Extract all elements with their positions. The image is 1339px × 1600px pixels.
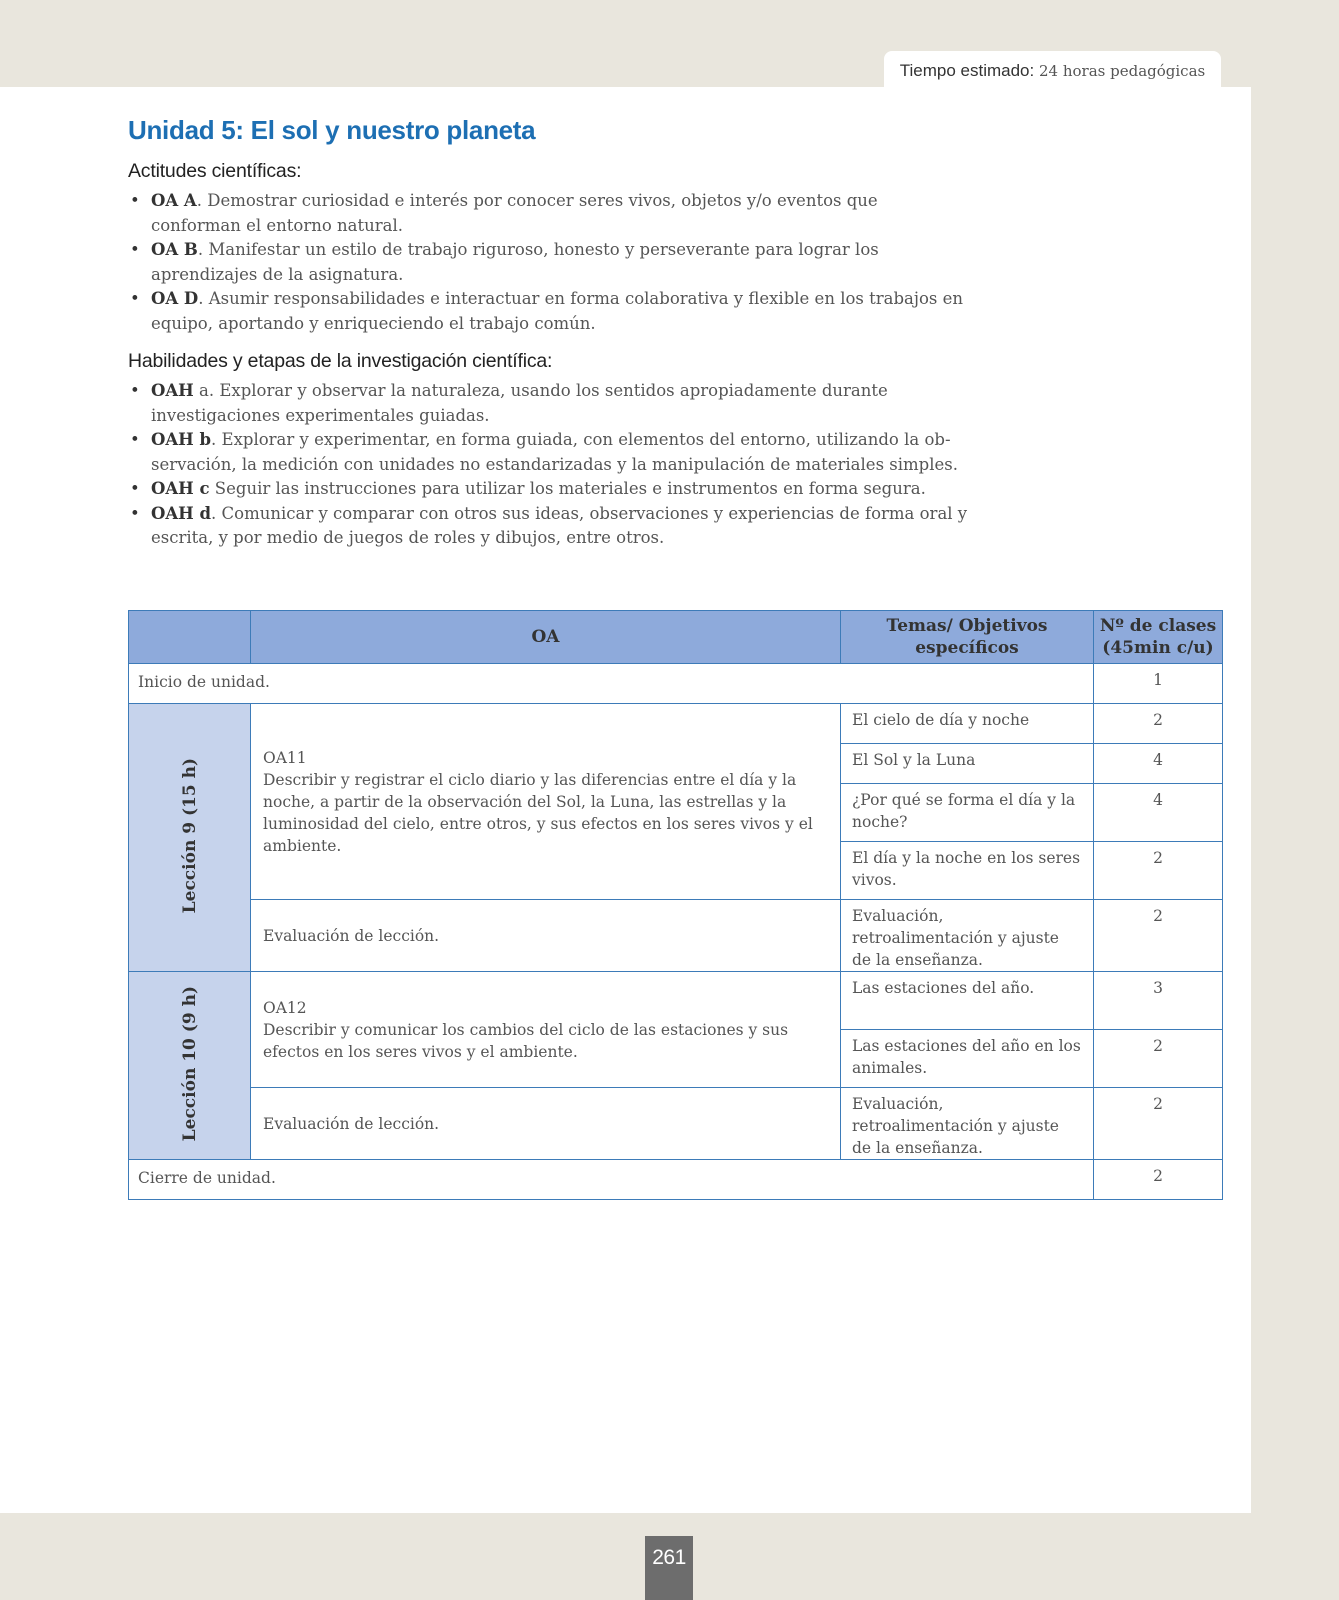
oa11-cell — [251, 704, 841, 900]
lesson-9-evaluation: Evaluación de lección. — [251, 900, 841, 972]
item-text: . Demostrar curiosidad e interés por conocer seres vivos, objetos y/o eventos que conforman el entorno natural. — [151, 191, 878, 235]
header-oa: OA — [251, 611, 841, 664]
list-item — [128, 379, 968, 428]
planning-table — [128, 610, 1223, 1200]
item-text: . Manifestar un estilo de trabajo riguroso, honesto y perseverante para lograr los aprendizajes de la asignatura. — [151, 240, 879, 284]
page-number: 261 — [645, 1536, 693, 1600]
classes-cell: 2 — [1094, 1088, 1223, 1160]
oa12-text: Describir y comunicar los cambios del ciclo de las estaciones y sus efectos en los seres vivos y el ambiente. — [263, 1020, 789, 1061]
table-row — [129, 900, 1223, 972]
end-classes: 2 — [1094, 1160, 1223, 1200]
item-text: . Explorar y experimentar, en forma guiada, con elementos del entorno, utilizando la observación, la medición con unidades no estandarizadas y la manipulación de materiales simples. — [151, 430, 958, 474]
table-row-start — [129, 664, 1223, 704]
topic-cell: ¿Por qué se forma el día y la noche? — [841, 784, 1094, 842]
topic-cell: Evaluación, retroalimentación y ajuste de la enseñanza. — [841, 900, 1094, 972]
unit-title: Unidad 5: El sol y nuestro planeta — [128, 115, 536, 145]
list-item — [128, 189, 968, 238]
classes-cell: 2 — [1094, 842, 1223, 900]
list-item — [128, 502, 968, 551]
item-text: . Asumir responsabilidades e interactuar en forma colaborativa y flexible en los trabajos en equipo, aportando y enriqueciendo el trabajo común. — [151, 289, 964, 333]
item-text: Seguir las instrucciones para utilizar los materiales e instrumentos en forma segura. — [209, 479, 926, 498]
list-item — [128, 238, 968, 287]
list-item — [128, 287, 968, 336]
unit-content — [128, 115, 968, 565]
estimated-time-value: 24 horas pedagógicas — [1034, 62, 1206, 80]
item-code: OA D — [151, 289, 199, 308]
header-blank — [129, 611, 251, 664]
attitudes-heading: Actitudes científicas: — [128, 160, 302, 182]
item-code: OAH c — [151, 479, 210, 498]
lesson-9-label: Lección 9 (15 h) — [179, 757, 200, 914]
topic-cell: Las estaciones del año en los animales. — [841, 1030, 1094, 1088]
list-item — [128, 477, 968, 502]
item-code: OA A — [151, 191, 197, 210]
item-text: a. Explorar y observar la naturaleza, usando los sentidos apropiadamente durante investigaciones experimentales guiadas. — [151, 381, 888, 425]
table-header-row — [129, 611, 1223, 664]
classes-cell: 2 — [1094, 1030, 1223, 1088]
header-topics: Temas/ Objetivos específicos — [841, 611, 1094, 664]
classes-cell: 2 — [1094, 704, 1223, 744]
list-item — [128, 428, 968, 477]
item-code: OAH b — [151, 430, 212, 449]
lesson-10-label: Lección 10 (9 h) — [179, 985, 200, 1142]
lesson-10-cell — [129, 972, 251, 1160]
topic-cell: El Sol y la Luna — [841, 744, 1094, 784]
item-code: OAH — [151, 381, 194, 400]
classes-cell: 4 — [1094, 744, 1223, 784]
table-row — [129, 704, 1223, 744]
table-row — [129, 972, 1223, 1030]
start-label: Inicio de unidad. — [129, 664, 1094, 704]
topic-cell: El cielo de día y noche — [841, 704, 1094, 744]
topic-cell: Las estaciones del año. — [841, 972, 1094, 1030]
table-row — [129, 1088, 1223, 1160]
lesson-9-cell — [129, 704, 251, 972]
attitudes-list — [128, 189, 968, 336]
end-label: Cierre de unidad. — [129, 1160, 1094, 1200]
topic-cell: El día y la noche en los seres vivos. — [841, 842, 1094, 900]
item-text: . Comunicar y comparar con otros sus ideas, observaciones y experiencias de forma oral y escrita, y por medio de juegos de roles y dibujos, entre otros. — [151, 503, 968, 547]
oa11-text: Describir y registrar el ciclo diario y las diferencias entre el día y la noche, a partir de la observación del Sol, la Luna, las estrellas y la luminosidad del cielo, entre otros, y sus efectos en los seres vivos y el ambiente. — [263, 770, 813, 855]
item-code: OA B — [151, 240, 198, 259]
skills-heading: Habilidades y etapas de la investigación científica: — [128, 350, 553, 372]
oa12-cell — [251, 972, 841, 1088]
lesson-10-evaluation: Evaluación de lección. — [251, 1088, 841, 1160]
topic-cell: Evaluación, retroalimentación y ajuste de la enseñanza. — [841, 1088, 1094, 1160]
skills-list — [128, 379, 968, 551]
item-code: OAH d — [151, 503, 212, 523]
header-classes: Nº de clases (45min c/u) — [1094, 611, 1223, 664]
estimated-time-tab — [884, 51, 1221, 91]
classes-cell: 2 — [1094, 900, 1223, 972]
estimated-time-label: Tiempo estimado: — [899, 61, 1035, 80]
oa12-code: OA12 — [263, 998, 307, 1017]
classes-cell: 4 — [1094, 784, 1223, 842]
start-classes: 1 — [1094, 664, 1223, 704]
classes-cell: 3 — [1094, 972, 1223, 1030]
table-row-end — [129, 1160, 1223, 1200]
oa11-code: OA11 — [263, 748, 307, 767]
